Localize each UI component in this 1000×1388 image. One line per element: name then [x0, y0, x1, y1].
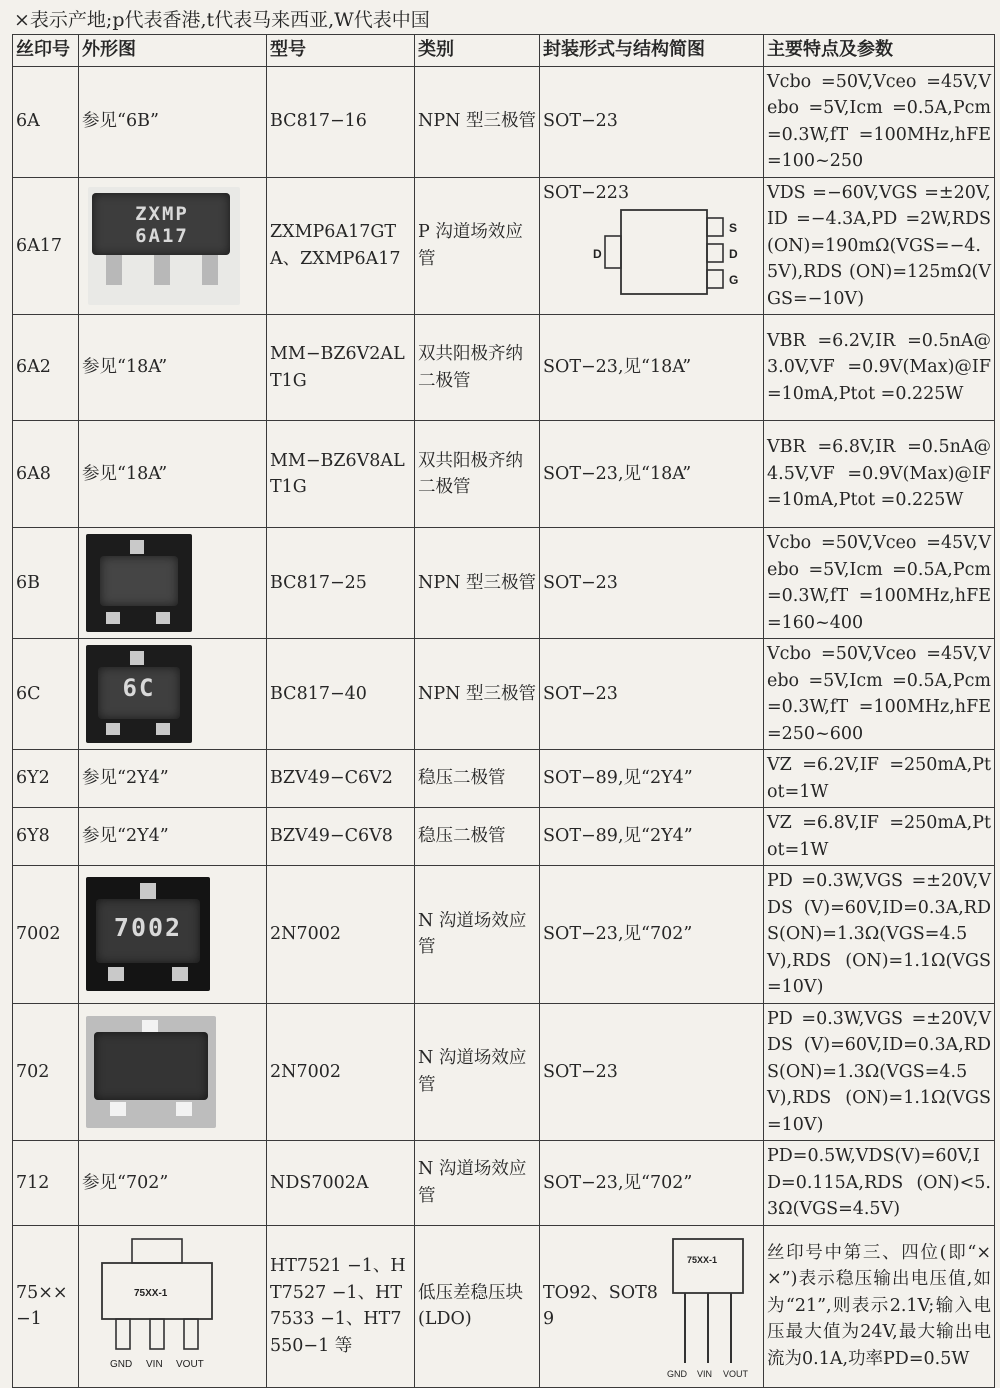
package-name: TO92、SOT89 [543, 1282, 658, 1329]
table-row [13, 315, 995, 421]
cell-category: N 沟道场效应管 [415, 1003, 540, 1141]
cell-package: SOT−89,见“2Y4” [540, 750, 764, 808]
sot89-pin-gnd [116, 1319, 130, 1349]
cell-mark: 6A [13, 66, 79, 177]
sot89-tab [132, 1239, 182, 1263]
table-row [13, 1141, 995, 1226]
package-cell-content [543, 1231, 760, 1381]
cell-mark: 6A2 [13, 315, 79, 421]
cell-outline [79, 639, 267, 750]
sot89-body-label: 75XX-1 [134, 1288, 168, 1299]
cell-outline: 参见“6B” [79, 66, 267, 177]
cell-package [540, 1225, 764, 1387]
header-params: 主要特点及参数 [764, 35, 995, 67]
cell-category: N 沟道场效应管 [415, 1141, 540, 1226]
cell-outline: 参见“2Y4” [79, 808, 267, 866]
table-row [13, 750, 995, 808]
cell-model: ZXMP6A17GTA、ZXMP6A17 [267, 177, 415, 315]
cell-model: MM−BZ6V8ALT1G [267, 421, 415, 528]
package-name: SOT−223 [543, 182, 630, 203]
cell-category: P 沟道场效应管 [415, 177, 540, 315]
cell-outline [79, 1225, 267, 1387]
cell-outline: 参见“18A” [79, 315, 267, 421]
cell-params: 丝印号中第三、四位(即“××”)表示稳压输出电压值,如为“21”,则表示2.1V;输入电压最大值为24V,最大输出电流为0.1A,功率PD=0.5W [764, 1225, 995, 1387]
cell-category: 稳压二极管 [415, 808, 540, 866]
cell-category: 低压差稳压块(LDO) [415, 1225, 540, 1387]
header-outline: 外形图 [79, 35, 267, 67]
table-row [13, 1225, 995, 1387]
chip-pin [110, 1102, 126, 1116]
table-row [13, 421, 995, 528]
cell-mark: 6Y8 [13, 808, 79, 866]
cell-package: SOT−89,见“2Y4” [540, 808, 764, 866]
to92-body [673, 1239, 743, 1293]
cell-category: 双共阳极齐纳二极管 [415, 421, 540, 528]
to92-body-label: 75XX-1 [687, 1255, 718, 1265]
cell-mark: 6A17 [13, 177, 79, 315]
cell-mark: 75××−1 [13, 1225, 79, 1387]
sot23-chip-photo-6c [86, 645, 192, 743]
to92-label-vout: VOUT [723, 1369, 749, 1379]
cell-package: SOT−23 [540, 528, 764, 639]
sot23-chip-photo-7002 [86, 877, 210, 991]
sot223-pin-g [707, 270, 723, 288]
cell-category: N 沟道场效应管 [415, 866, 540, 1004]
header-package: 封装形式与结构简图 [540, 35, 764, 67]
cell-package: SOT−23,见“702” [540, 866, 764, 1004]
sot89-pin-vout [184, 1319, 198, 1349]
table-row [13, 528, 995, 639]
sot223-label-d: D [729, 247, 738, 261]
chip-pin [176, 1102, 192, 1116]
table-row [13, 808, 995, 866]
chip-marking-line2: 6A17 [135, 224, 189, 247]
cell-package: SOT−23,见“702” [540, 1141, 764, 1226]
cell-params: PD =0.3W,VGS =±20V,VDS (V)=60V,ID=0.3A,RDS(ON)=1.3Ω(VGS=4.5V),RDS (ON)=1.1Ω(VGS=10V) [764, 866, 995, 1004]
sot89-label-gnd: GND [110, 1359, 133, 1370]
table-row [13, 866, 995, 1004]
sot223-pin-d [707, 244, 723, 262]
cell-category: 双共阳极齐纳二极管 [415, 315, 540, 421]
cell-model: BC817−25 [267, 528, 415, 639]
cell-params: VDS =−60V,VGS =±20V,ID =−4.3A,PD =2W,RDS(ON)=190mΩ(VGS=−4.5V),RDS (ON)=125mΩ(VGS=−10V) [764, 177, 995, 315]
cell-params: VZ =6.8V,IF =250mA,Ptot=1W [764, 808, 995, 866]
cell-mark: 712 [13, 1141, 79, 1226]
sot223-body [621, 210, 707, 294]
table-row [13, 1003, 995, 1141]
cell-params: VBR =6.2V,IR =0.5nA@3.0V,VF =0.9V(Max)@IF =10mA,Ptot =0.225W [764, 315, 995, 421]
chip-pin [156, 612, 170, 624]
sot23-chip-photo-6b [86, 534, 192, 632]
sot223-pin-s [707, 218, 723, 236]
cell-outline: 参见“18A” [79, 421, 267, 528]
chip-pin [172, 967, 188, 981]
cell-outline: 参见“702” [79, 1141, 267, 1226]
cell-params: VZ =6.2V,IF =250mA,Ptot=1W [764, 750, 995, 808]
chip-pin [106, 612, 120, 624]
chip-body [94, 1032, 208, 1100]
cell-category: NPN 型三极管 [415, 528, 540, 639]
sot223-pin-diagram [543, 206, 743, 298]
chip-pin [130, 651, 144, 665]
cell-params: VBR =6.8V,IR =0.5nA@4.5V,VF =0.9V(Max)@IF =10mA,Ptot =0.225W [764, 421, 995, 528]
cell-params: PD =0.3W,VGS =±20V,VDS (V)=60V,ID=0.3A,RDS(ON)=1.3Ω(VGS=4.5V),RDS (ON)=1.1Ω(VGS=10V) [764, 1003, 995, 1141]
sot223-label-s: S [729, 221, 738, 235]
cell-package: SOT−23 [540, 639, 764, 750]
sot223-label-d-left: D [593, 247, 602, 261]
cell-mark: 6B [13, 528, 79, 639]
cell-model: BZV49−C6V8 [267, 808, 415, 866]
cell-params: Vcbo =50V,Vceo =45V,Vebo =5V,Icm =0.5A,Pcm =0.3W,fT =100MHz,hFE=160~400 [764, 528, 995, 639]
cell-params: Vcbo =50V,Vceo =45V,Vebo =5V,Icm =0.5A,Pcm =0.3W,fT =100MHz,hFE=100~250 [764, 66, 995, 177]
table-row [13, 177, 995, 315]
chip-pin [202, 255, 218, 285]
cell-outline [79, 1003, 267, 1141]
cell-model: HT7521 −1、HT7527 −1、HT7533 −1、HT7550−1 等 [267, 1225, 415, 1387]
cell-params: PD=0.5W,VDS(V)=60V,ID=0.115A,RDS (ON)<5.3Ω(VGS=4.5V) [764, 1141, 995, 1226]
to92-label-gnd: GND [667, 1369, 687, 1379]
cell-mark: 6Y2 [13, 750, 79, 808]
chip-pin [106, 255, 122, 285]
sot89-outline-diagram [82, 1231, 262, 1381]
cell-mark: 7002 [13, 866, 79, 1004]
sot89-pin-vin [150, 1319, 164, 1349]
cell-package: SOT−23 [540, 1003, 764, 1141]
chip-body [100, 556, 178, 606]
cell-model: BC817−40 [267, 639, 415, 750]
sot223-label-g: G [729, 273, 739, 287]
cell-category: NPN 型三极管 [415, 66, 540, 177]
header-model: 型号 [267, 35, 415, 67]
cell-mark: 702 [13, 1003, 79, 1141]
cell-model: NDS7002A [267, 1141, 415, 1226]
chip-pin [106, 723, 120, 735]
table-row [13, 66, 995, 177]
chip-marking-line1: ZXMP [135, 202, 189, 225]
cell-model: BZV49−C6V2 [267, 750, 415, 808]
sot223-tab [605, 236, 621, 268]
chip-pin [142, 1020, 158, 1032]
cell-outline [79, 177, 267, 315]
sot89-label-vin: VIN [146, 1359, 163, 1370]
cell-category: 稳压二极管 [415, 750, 540, 808]
chip-pin [130, 540, 144, 554]
cell-package: SOT−23,见“18A” [540, 421, 764, 528]
cell-model: 2N7002 [267, 1003, 415, 1141]
to92-outline-diagram [665, 1231, 755, 1381]
chip-marking: 7002 [113, 913, 183, 943]
sot89-label-vout: VOUT [176, 1359, 204, 1370]
cell-mark: 6C [13, 639, 79, 750]
header-mark: 丝印号 [13, 35, 79, 67]
cell-outline: 参见“2Y4” [79, 750, 267, 808]
table-header-row [13, 35, 995, 67]
chip-pin [108, 967, 124, 981]
cell-outline [79, 866, 267, 1004]
chip-marking: 6C [122, 674, 156, 702]
cell-model: BC817−16 [267, 66, 415, 177]
cell-package [540, 177, 764, 315]
cell-package: SOT−23 [540, 66, 764, 177]
chip-pin [156, 723, 170, 735]
table-row [13, 639, 995, 750]
chip-pin [154, 255, 170, 285]
chip-pin [140, 883, 156, 899]
header-category: 类别 [415, 35, 540, 67]
cell-model: MM−BZ6V2ALT1G [267, 315, 415, 421]
sot223-chip-photo [88, 187, 240, 305]
cell-outline [79, 528, 267, 639]
to92-label-vin: VIN [697, 1369, 713, 1379]
origin-note: ×表示产地;p代表香港,t代表马来西亚,W代表中国 [14, 9, 430, 31]
cell-mark: 6A8 [13, 421, 79, 528]
cell-category: NPN 型三极管 [415, 639, 540, 750]
cell-model: 2N7002 [267, 866, 415, 1004]
cell-params: Vcbo =50V,Vceo =45V,Vebo =5V,Icm =0.5A,Pcm =0.3W,fT =100MHz,hFE=250~600 [764, 639, 995, 750]
cell-package: SOT−23,见“18A” [540, 315, 764, 421]
sot23-chip-photo-702 [86, 1016, 216, 1128]
marking-code-table [12, 34, 995, 1388]
